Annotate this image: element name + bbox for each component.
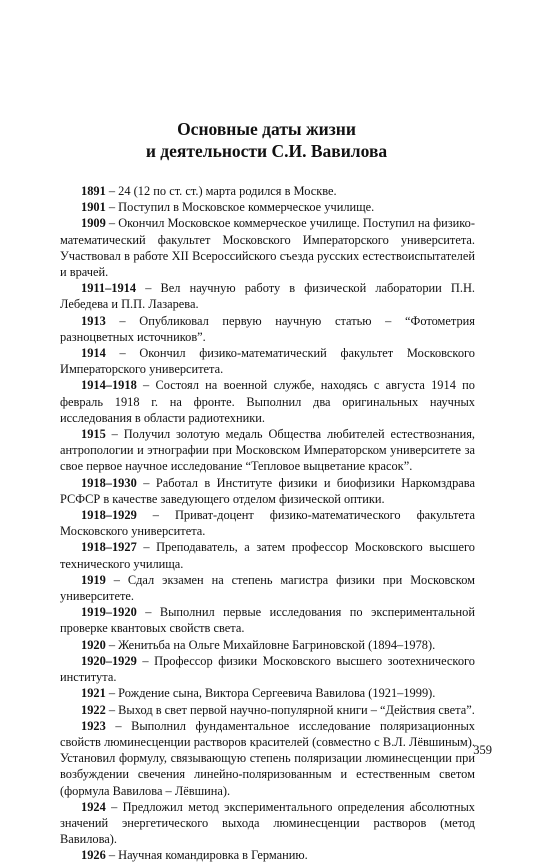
entry-text: – Научная командировка в Германию. <box>105 848 308 863</box>
chronology-entry <box>60 345 475 377</box>
chronology-entry <box>60 280 475 312</box>
entry-text: – 24 (12 по ст. ст.) марта родился в Москве. <box>105 184 337 198</box>
entry-text: – Выполнил первые исследования по экспериментальной проверке квантовых свойств света. <box>60 605 475 636</box>
entry-year: 1919–1920 <box>81 605 137 620</box>
entry-year: 1918–1930 <box>81 475 137 490</box>
chronology-entry <box>60 799 475 848</box>
chronology-entry <box>60 199 475 215</box>
entry-text: – Предложил метод экспериментального определения абсолютных значений энергетического выхода люминесценции растворов (метод Вавилова). <box>60 799 475 847</box>
chronology-entry <box>60 539 475 571</box>
entry-text: – Женитьба на Ольге Михайловне Багриновской (1894–1978). <box>105 637 436 652</box>
title-line-1: Основные даты жизни <box>177 119 356 139</box>
entry-year: 1923 <box>81 718 106 733</box>
chronology-entry <box>60 183 475 199</box>
chronology-entry <box>60 475 475 507</box>
chronology-entry <box>60 426 475 475</box>
entry-year: 1921 <box>81 686 106 701</box>
entry-year: 1924 <box>81 799 106 814</box>
entry-year: 1901 <box>81 200 106 215</box>
entry-text: – Выполнил фундаментальное исследование поляризационных свойств люминесценции растворов красителей (совместно с В.Л. Лёвшиным). Установил формулу, связывающую степень поляризации люминесценции при возбуждении свечения линейно-поляризованным и естественным светом (формула Вавилова – Лёвшина). <box>60 718 475 798</box>
entry-text: – Получил золотую медаль Общества любителей естествознания, антропологии и этнографии при Московском Императорском университете за свое первое научное исследование “Тепловое выцветание красок”. <box>60 427 475 474</box>
entry-text: – Состоял на военной службе, находясь с августа 1914 по февраль 1918 г. на фронте. Выполнил два оригинальных научных исследования в области радиотехники. <box>60 378 475 425</box>
entry-text: – Поступил в Московское коммерческое училище. <box>105 200 375 215</box>
chronology-entry <box>60 215 475 280</box>
entry-text: – Вел научную работу в физической лаборатории П.Н. Лебедева и П.П. Лазарева. <box>60 281 475 312</box>
entry-year: 1891 <box>81 184 106 198</box>
chronology-entry <box>60 507 475 539</box>
entry-year: 1922 <box>81 702 106 717</box>
chronology-entry <box>60 653 475 685</box>
entry-text: – Приват-доцент физико-математического факультета Московского университета. <box>60 508 475 539</box>
entry-year: 1920–1929 <box>81 653 137 668</box>
chronology-entry <box>60 718 475 799</box>
chronology-entry <box>60 313 475 345</box>
chronology-entry <box>60 847 475 863</box>
chronology-entry <box>60 572 475 604</box>
entry-year: 1915 <box>81 427 106 442</box>
chronology-entry <box>60 702 475 718</box>
entry-text: – Профессор физики Московского высшего зоотехнического института. <box>60 653 475 685</box>
page-number: 359 <box>473 743 492 757</box>
entry-text: – Работал в Институте физики и биофизики Наркомздрава РСФСР в качестве заведующего отделом физической оптики. <box>60 475 475 506</box>
entry-text: – Опубликовал первую научную статью – “Фотометрия разноцветных источников”. <box>60 313 475 344</box>
entry-year: 1918–1929 <box>81 508 137 523</box>
entry-text: – Сдал экзамен на степень магистра физики при Московском университете. <box>60 572 475 604</box>
entry-year: 1919 <box>81 572 106 587</box>
entry-text: – Окончил Московское коммерческое училище. Поступил на физико-математический факультет Московского Императорского университета. Участвовал в работе XII Всероссийского съезда русских естествоиспытателей и врачей. <box>60 216 475 280</box>
entry-text: – Рождение сына, Виктора Сергеевича Вавилова (1921–1999). <box>105 686 436 701</box>
entry-text: – Окончил физико-математический факультет Московского Императорского университета. <box>60 346 475 377</box>
entry-year: 1914–1918 <box>81 378 137 393</box>
entry-year: 1914 <box>81 346 106 361</box>
entry-text: – Преподаватель, а затем профессор Московского высшего технического училища. <box>60 540 475 571</box>
chronology-entry <box>60 685 475 701</box>
chronology-list <box>60 183 475 864</box>
entry-year: 1920 <box>81 637 106 652</box>
entry-year: 1909 <box>81 216 106 231</box>
chronology-entry <box>60 377 475 426</box>
entry-year: 1926 <box>81 848 106 863</box>
entry-year: 1918–1927 <box>81 540 137 555</box>
entry-year: 1911–1914 <box>81 281 137 296</box>
page-title <box>0 118 533 162</box>
entry-year: 1913 <box>81 313 106 328</box>
title-line-2: и деятельности С.И. Вавилова <box>145 141 388 161</box>
chronology-entry <box>60 637 475 653</box>
chronology-entry <box>60 604 475 636</box>
entry-text: – Выход в свет первой научно-популярной книги – “Действия света”. <box>105 702 475 717</box>
